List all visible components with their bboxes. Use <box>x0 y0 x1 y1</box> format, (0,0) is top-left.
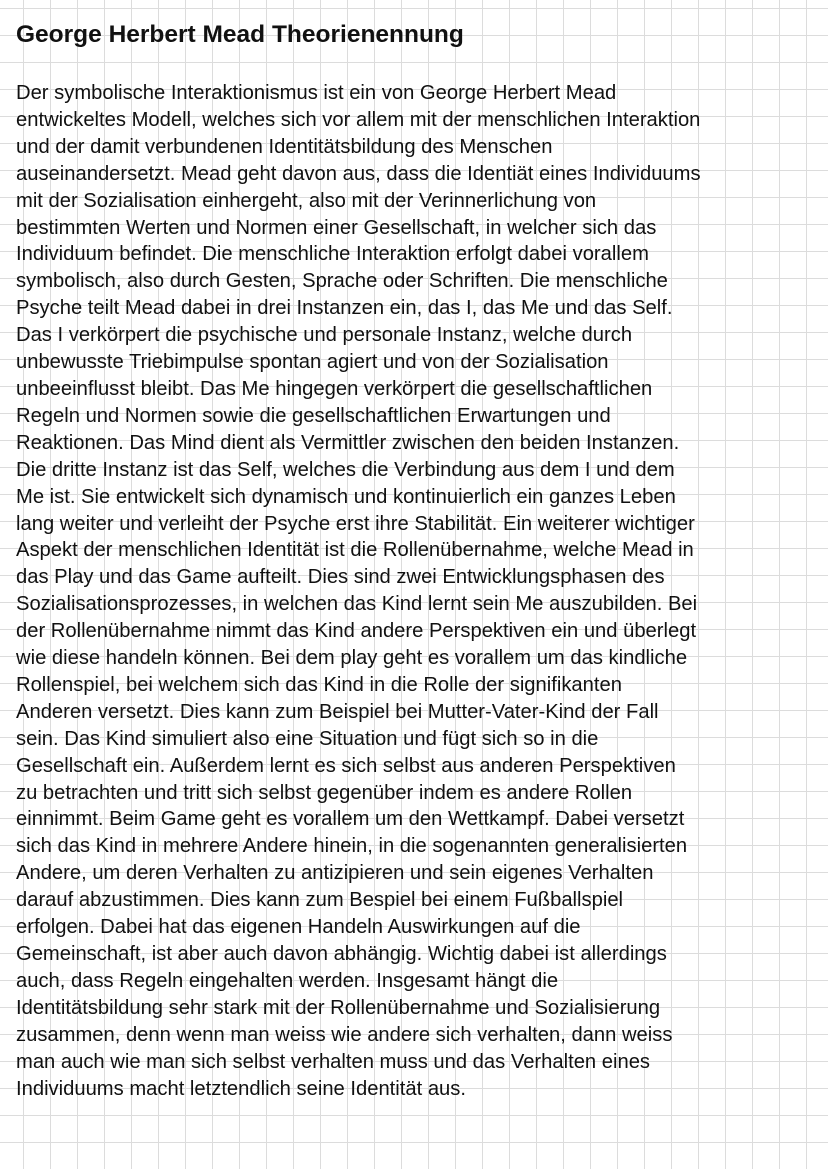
body-text-line: einnimmt. Beim Game geht es vorallem um den Wettkampf. Dabei versetzt <box>16 808 685 831</box>
body-text-line: Psyche teilt Mead dabei in drei Instanzen ein, das I, das Me und das Self. <box>16 297 673 320</box>
body-text-line: Gemeinschaft, ist aber auch davon abhängig. Wichtig dabei ist allerdings <box>16 943 667 965</box>
body-text-line: Gesellschaft ein. Außerdem lernt es sich selbst aus anderen Perspektiven <box>16 754 676 777</box>
body-text-line: entwickeltes Modell, welches sich vor allem mit der menschlichen Interaktion <box>16 108 701 131</box>
body-text-line: Aspekt der menschlichen Identität ist die Rollenübernahme, welche Mead in <box>16 539 694 562</box>
body-text-line: darauf abzustimmen. Dies kann zum Bespiel bei einem Fußballspiel <box>16 889 624 912</box>
body-text-line: das Play und das Game aufteilt. Dies sind zwei Entwicklungsphasen des <box>16 566 665 589</box>
body-text-line: auseinandersetzt. Mead geht davon aus, dass die Identiät eines Individuums <box>16 162 701 185</box>
body-text-line: Individuums macht letztendlich seine Identität aus. <box>16 1077 466 1100</box>
body-text-line: zu betrachten und tritt sich selbst gegenüber indem es andere Rollen <box>16 781 633 804</box>
body-text-line: auch, dass Regeln eingehalten werden. Insgesamt hängt die <box>16 969 559 992</box>
body-text-line: erfolgen. Dabei hat das eigenen Handeln Auswirkungen auf die <box>16 916 581 939</box>
body-text-line: Regeln und Normen sowie die gesellschaftlichen Erwartungen und <box>16 404 611 427</box>
body-text-line: der Rollenübernahme nimmt das Kind andere Perspektiven ein und überlegt <box>16 620 697 643</box>
body-text-line: symbolisch, also durch Gesten, Sprache oder Schriften. Die menschliche <box>16 270 668 293</box>
body-text-line: Identitätsbildung sehr stark mit der Rollenübernahme und Sozialisierung <box>16 996 661 1019</box>
document-body <box>16 80 820 1102</box>
body-text-line: Die dritte Instanz ist das Self, welches die Verbindung aus dem I und dem <box>16 458 675 481</box>
body-text-line: wie diese handeln können. Bei dem play geht es vorallem um das kindliche <box>16 647 688 670</box>
body-text-line: sich das Kind in mehrere Andere hinein, in die sogenannten generalisierten <box>16 835 688 858</box>
body-text-line: Individuum befindet. Die menschliche Interaktion erfolgt dabei vorallem <box>16 243 649 266</box>
body-text-line: bestimmten Werten und Normen einer Gesellschaft, in welcher sich das <box>16 216 657 239</box>
body-text-line: Andere, um deren Verhalten zu antizipieren und sein eigenes Verhalten <box>16 862 654 885</box>
document-title: George Herbert Mead Theorienennung <box>16 21 464 48</box>
body-text-line: unbeeinflusst bleibt. Das Me hingegen verkörpert die gesellschaftlichen <box>16 377 653 400</box>
body-text-line: mit der Sozialisation einhergeht, also mit der Verinnerlichung von <box>16 189 597 212</box>
body-text-line: Das I verkörpert die psychische und personale Instanz, welche durch <box>16 324 633 347</box>
body-text-line: Anderen versetzt. Dies kann zum Beispiel bei Mutter-Vater-Kind der Fall <box>16 700 659 723</box>
body-text-line: Me ist. Sie entwickelt sich dynamisch und kontinuierlich ein ganzes Leben <box>16 485 676 508</box>
body-text-line: und der damit verbundenen Identitätsbildung des Menschen <box>16 135 553 158</box>
body-text-line: man auch wie man sich selbst verhalten muss und das Verhalten eines <box>16 1050 651 1073</box>
body-text-line: Sozialisationsprozesses, in welchen das Kind lernt sein Me auszubilden. Bei <box>16 593 698 616</box>
body-text-line: lang weiter und verleiht der Psyche erst ihre Stabilität. Ein weiterer wichtiger <box>16 512 695 535</box>
body-text-line: sein. Das Kind simuliert also eine Situation und fügt sich so in die <box>16 727 599 750</box>
body-text-line: unbewusste Triebimpulse spontan agiert und von der Sozialisation <box>16 351 609 374</box>
body-text-line: Rollenspiel, bei welchem sich das Kind in die Rolle der signifikanten <box>16 673 622 696</box>
body-text-line: zusammen, denn wenn man weiss wie andere sich verhalten, dann weiss <box>16 1023 673 1046</box>
body-text-line: Reaktionen. Das Mind dient als Vermittler zwischen den beiden Instanzen. <box>16 431 680 454</box>
body-text-line: Der symbolische Interaktionismus ist ein von George Herbert Mead <box>16 82 617 104</box>
